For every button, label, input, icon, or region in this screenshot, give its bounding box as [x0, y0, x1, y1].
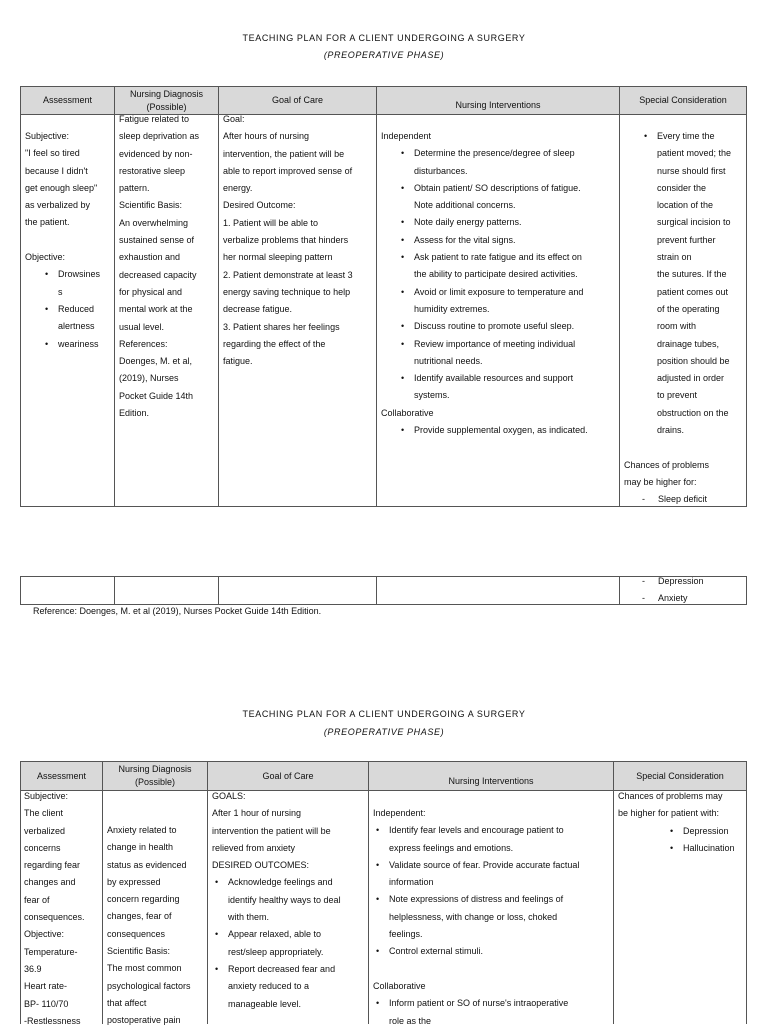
plan2-assessment: Subjective: The client verbalized concerns regarding fear changes and fear of consequences. Objective: Temperature- 36.9 Heart rate- BP- 110/70 -Restlessness [24, 791, 85, 1026]
list-item: • Obtain patient/ SO descriptions of fatigue. Note additional concerns. [414, 180, 617, 215]
page-title: TEACHING PLAN FOR A CLIENT UNDERGOING A SURGERY [242, 33, 526, 43]
list-item: • Report decreased fear and anxiety reduced to a manageable level. [228, 961, 367, 1013]
subjective-label: Subjective: [25, 131, 70, 141]
plan2-interventions [373, 805, 611, 1030]
list-item: - Sleep deficit [658, 491, 744, 508]
reference-note: Reference: Doenges, M. et al (2019), Nurses Pocket Guide 14th Edition. [33, 606, 322, 616]
page-title-2: TEACHING PLAN FOR A CLIENT UNDERGOING A SURGERY [242, 709, 526, 719]
list-item: • Assess for the vital signs. [414, 232, 617, 249]
header-nursing-interventions: Nursing Interventions [368, 761, 614, 791]
list-item: • Hallucination [683, 840, 746, 857]
list-item: • Review importance of meeting individual nutritional needs. [414, 336, 617, 371]
header-nursing-interventions: Nursing Interventions [376, 86, 620, 115]
list-item: • Discuss routine to promote useful sleep. [414, 318, 617, 335]
list-item: • Inform patient or SO of nurse's intraoperative role as the [389, 995, 611, 1030]
list-item: • Acknowledge feelings and identify healthy ways to deal with them. [228, 874, 367, 926]
list-item: - Depression [658, 573, 744, 590]
plan1-assessment: Subjective: "I feel so tired because I didn't get enough sleep" as verbalized by the patient. Objective: • Drowsines s • Reduced alertness • weariness [25, 128, 113, 353]
header-assessment: Assessment [20, 86, 115, 115]
header-nursing-diagnosis: Nursing Diagnosis (Possible) [102, 761, 208, 791]
header-special-consideration: Special Consideration [619, 86, 747, 115]
page-subtitle-2: (PREOPERATIVE PHASE) [323, 727, 445, 737]
list-item: • Identify fear levels and encourage patient to express feelings and emotions. [389, 822, 611, 857]
list-item: • Appear relaxed, able to rest/sleep appropriately. [228, 926, 367, 961]
objective-label: Objective: [25, 252, 66, 263]
list-item: • weariness [58, 336, 113, 353]
header-goal-of-care: Goal of Care [218, 86, 377, 115]
plan1-special-consideration: • Every time the patient moved; the nurse should first consider the location of the surgical incision to prevent further strain on the sutures. If the patient comes out of the operating room with drainage tubes, position should be adjusted in order to prevent obstruction on the drains. Chances of problems may be higher for: - Sleep deficit [624, 128, 744, 509]
header-assessment: Assessment [20, 761, 103, 791]
independent-label: Independent: [373, 808, 426, 818]
list-item: • Determine the presence/degree of sleep disturbances. [414, 145, 617, 180]
list-item: • Note expressions of distress and feelings of helplessness, with change or loss, choked feelings. [389, 891, 611, 943]
plan2-goal: GOALS: After 1 hour of nursing intervention the patient will be relieved from anxiety DESIRED OUTCOMES: • Acknowledge feelings and identify healthy ways to deal with them. • Appear relaxed, able to rest/sleep appropriately. • Report decreased fear and anxiety reduced to a manageable level. [212, 788, 367, 1013]
header-special-consideration: Special Consideration [613, 761, 747, 791]
plan1-interventions [381, 128, 617, 439]
page-subtitle: (PREOPERATIVE PHASE) [323, 50, 445, 60]
plan2-diagnosis: Anxiety related to change in health status as evidenced by expressed concern regarding changes, fear of consequences Scientific Basis: The most common psychological factors that affect postoperative pain [107, 825, 191, 1026]
list-item: • Depression [683, 823, 746, 840]
list-item: • Note daily energy patterns. [414, 214, 617, 231]
list-item: • Control external stimuli. [389, 943, 611, 960]
header-goal-of-care: Goal of Care [207, 761, 369, 791]
list-item: • Every time the patient moved; the nurse should first consider the location of the surgical incision to prevent further strain on the sutures. If the patient comes out of the operating room with drainage tubes, position should be adjusted in order to prevent obstruction on the drains. [657, 128, 744, 439]
list-item: • Provide supplemental oxygen, as indicated. [414, 422, 617, 439]
collaborative-label: Collaborative [373, 980, 426, 991]
plan1-diagnosis: Fatigue related to sleep deprivation as evidenced by non- restorative sleep pattern. Scientific Basis: An overwhelming sustained sense of exhaustion and decreased capacity for physical and mental work at the usual level. References: Doenges, M. et al, (2019), Nurses Pocket Guide 14th Edition. [119, 114, 200, 419]
list-item: • Identify available resources and support systems. [414, 370, 617, 405]
header-nursing-diagnosis: Nursing Diagnosis (Possible) [114, 86, 219, 115]
list-item: • Validate source of fear. Provide accurate factual information [389, 857, 611, 892]
list-item: - Anxiety [658, 590, 744, 607]
plan1-special-continued [624, 573, 744, 608]
independent-label: Independent [381, 131, 432, 141]
plan1-goal: Goal: After hours of nursing intervention, the patient will be able to report improved sense of energy. Desired Outcome: 1. Patient will be able to verbalize problems that hinders her normal sleeping pattern 2. Patient demonstrate at least 3 energy saving technique to help decrease fatigue. 3. Patient shares her feelings regarding the effect of the fatigue. [223, 114, 353, 367]
list-item: • Drowsines s [58, 266, 113, 301]
list-item: • Avoid or limit exposure to temperature and humidity extremes. [414, 284, 617, 319]
collaborative-label: Collaborative [381, 407, 434, 418]
list-item: • Ask patient to rate fatigue and its effect on the ability to participate desired activities. [414, 249, 617, 284]
list-item: • Reduced alertness [58, 301, 113, 336]
plan2-special-consideration: Chances of problems may be higher for patient with: • Depression • Hallucination [618, 788, 746, 857]
